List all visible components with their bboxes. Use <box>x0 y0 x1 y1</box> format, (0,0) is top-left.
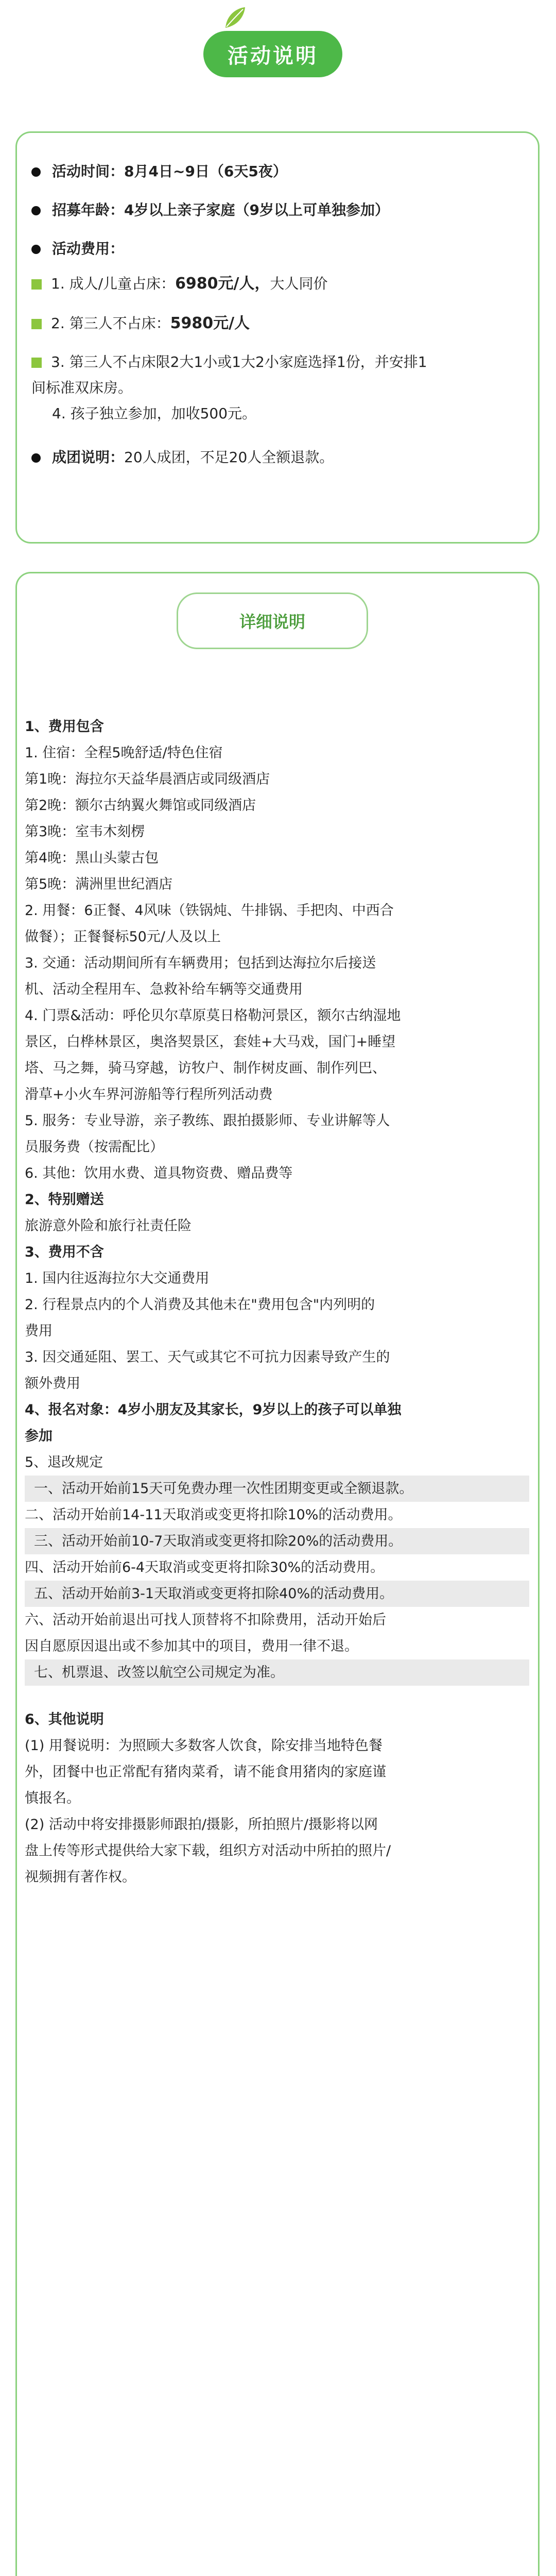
age-row: 招募年龄：4岁以上亲子家庭（9岁以上可单独参加） <box>31 197 523 223</box>
detail-line: 做餐）；正餐餐标50元/人及以上 <box>25 929 221 945</box>
detail-line: 第3晚：室韦木刻楞 <box>25 824 145 840</box>
summary-card <box>15 131 540 544</box>
detail-line: 4. 门票&活动：呼伦贝尔草原莫日格勒河景区，额尔古纳湿地 <box>25 1008 401 1024</box>
detail-line: 第5晚：满洲里世纪酒店 <box>25 876 173 892</box>
detail-line: 参加 <box>25 1428 53 1444</box>
bullet-icon <box>31 453 41 463</box>
detail-line: 5. 服务：专业导游，亲子教练、跟拍摄影师、专业讲解等人 <box>25 1113 390 1129</box>
detail-line: 五、活动开始前3-1天取消或变更将扣除40%的活动费用。 <box>25 1581 529 1607</box>
detail-line: 员服务费（按需配比） <box>25 1139 164 1155</box>
bullet-icon <box>31 206 41 215</box>
detail-line: (2) 活动中将安排摄影师跟拍/摄影，所拍照片/摄影将以网 <box>25 1817 378 1833</box>
square-bullet-icon <box>31 319 42 329</box>
square-bullet-icon <box>31 358 42 368</box>
detail-line: 3、费用不含 <box>25 1244 104 1260</box>
detail-line: 因自愿原因退出或不参加其中的项目，费用一律不退。 <box>25 1638 358 1654</box>
detail-line: 滑草+小火车界河游船等行程所列活动费 <box>25 1087 273 1103</box>
detail-line: 机、活动全程用车、急救补给车辆等交通费用 <box>25 981 303 997</box>
detail-line: 6、其他说明 <box>25 1711 104 1727</box>
spacer <box>25 1686 529 1706</box>
detail-line: 额外费用 <box>25 1376 80 1392</box>
square-bullet-icon <box>31 279 42 290</box>
leaf-icon <box>221 5 247 31</box>
fee-item-1: 1. 成人/儿童占床：6980元/人，大人同价 <box>31 271 523 297</box>
detail-line: 2、特别赠送 <box>25 1192 104 1208</box>
detail-line: 1. 国内往返海拉尔大交通费用 <box>25 1270 210 1286</box>
detail-line: 旅游意外险和旅行社责任险 <box>25 1218 192 1234</box>
detail-line: 三、活动开始前10-7天取消或变更将扣除20%的活动费用。 <box>25 1528 529 1554</box>
detail-line: 2. 用餐：6正餐、4风味（铁锅炖、牛排锅、手把肉、中西合 <box>25 903 394 919</box>
page-title: 活动说明 <box>203 31 342 77</box>
detail-line: 3. 因交通延阻、罢工、天气或其它不可抗力因素导致产生的 <box>25 1349 390 1365</box>
detail-body <box>25 714 529 1890</box>
group-row: 成团说明：20人成团，不足20人全额退款。 <box>31 445 523 470</box>
bullet-icon <box>31 245 41 254</box>
detail-line: 二、活动开始前14-11天取消或变更将扣除10%的活动费用。 <box>25 1507 402 1523</box>
detail-title: 详细说明 <box>177 592 368 649</box>
detail-line: (1) 用餐说明：为照顾大多数客人饮食，除安排当地特色餐 <box>25 1738 383 1754</box>
fee-item-4: 4. 孩子独立参加，加收500元。 <box>52 405 257 422</box>
detail-line: 1. 住宿：全程5晚舒适/特色住宿 <box>25 745 223 761</box>
detail-line: 3. 交通：活动期间所有车辆费用；包括到达海拉尔后接送 <box>25 955 376 971</box>
detail-line: 1、费用包含 <box>25 719 104 735</box>
detail-line: 2. 行程景点内的个人消费及其他未在"费用包含"内列明的 <box>25 1297 375 1313</box>
detail-line: 第2晚：额尔古纳翼火舞馆或同级酒店 <box>25 798 256 814</box>
detail-line: 四、活动开始前6-4天取消或变更将扣除30%的活动费用。 <box>25 1560 385 1575</box>
detail-line: 第4晚：黑山头蒙古包 <box>25 850 159 866</box>
detail-line: 景区，白桦林景区，奥洛契景区，套娃+大马戏，国门+睡望 <box>25 1034 396 1050</box>
detail-line: 4、报名对象：4岁小朋友及其家长，9岁以上的孩子可以单独 <box>25 1402 402 1418</box>
detail-line: 七、机票退、改签以航空公司规定为准。 <box>25 1659 529 1686</box>
fee-row: 活动费用： <box>31 236 523 262</box>
detail-line: 视频拥有著作权。 <box>25 1869 136 1885</box>
detail-line: 一、活动开始前15天可免费办理一次性团期变更或全额退款。 <box>25 1476 529 1502</box>
fee-item-2: 2. 第三人不占床：5980元/人 <box>31 311 523 336</box>
detail-line: 第1晚：海拉尔天益华晨酒店或同级酒店 <box>25 771 270 787</box>
detail-line: 六、活动开始前退出可找人顶替将不扣除费用，活动开始后 <box>25 1612 386 1628</box>
detail-line: 6. 其他：饮用水费、道具物资费、赠品费等 <box>25 1165 293 1181</box>
detail-line: 盘上传等形式提供给大家下载，组织方对活动中所拍的照片/ <box>25 1843 391 1859</box>
detail-line: 外，团餐中也正常配有猪肉菜肴，请不能食用猪肉的家庭谨 <box>25 1764 386 1780</box>
detail-line: 慎报名。 <box>25 1790 80 1806</box>
detail-line: 费用 <box>25 1323 53 1339</box>
time-row: 活动时间：8月4日~9日（6天5夜） <box>31 159 523 184</box>
fee-item-3-cont: 间标准双床房。 <box>31 379 133 396</box>
bullet-icon <box>31 167 41 177</box>
detail-line: 5、退改规定 <box>25 1454 103 1470</box>
fee-item-3: 3. 第三人不占床限2大1小或1大2小家庭选择1份，并安排1 <box>31 349 523 375</box>
detail-line: 塔、马之舞，骑马穿越，访牧户、制作树皮画、制作列巴、 <box>25 1060 386 1076</box>
